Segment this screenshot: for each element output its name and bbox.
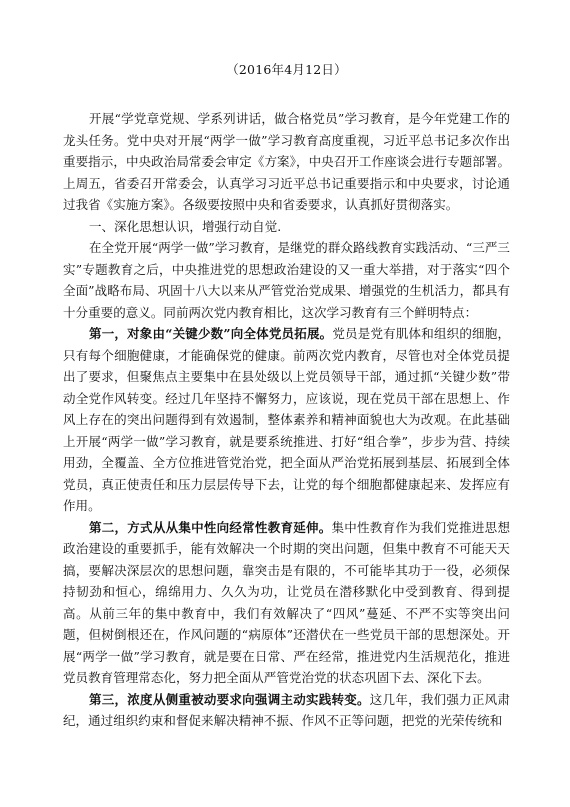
- point-2-lead: 第二，方式从从集中性向经常性教育延伸。: [89, 519, 332, 535]
- point-1-body: 党员是党有肌体和组织的细胞，只有每个细胞健康，才能确保党的健康。前两次党内教育，尽管也对全体党员提出了要求，但聚焦点主要集中在县处级以上党员领导干部，通过抓“关键少数”带动全党作风转变。经过几年坚持不懈努力，应该说，现在党员干部在思想上、作风上存在的突出问题得到有效遏制，整体素养和精神面貌也大为改观。在此基础上开展“两学一做”学习教育，就是要系统推进、打好“组合拳”，步步为营、持续用劲，全覆盖、全方位推进管党治党，把全面从严治党拓展到基层、拓展到全体党员，真正使责任和压力层层传导下去，让党的每个细胞都健康起来、发挥应有作用。: [63, 326, 510, 513]
- point-2-paragraph: [63, 517, 510, 689]
- point-1-lead: 第一，对象由“关键少数”向全体党员拓展。: [89, 326, 333, 341]
- point-3-body: 这几年，我们强力正风肃纪，通过组织约束和督促来解决精神不振、作风不正等问题，把党的光荣传统和: [63, 691, 510, 728]
- point-3-paragraph: [63, 689, 510, 732]
- point-3-lead: 第三，浓度从侧重被动要求向强调主动实践转变。: [89, 691, 370, 707]
- intro-paragraph: 开展“学党章党规、学系列讲话，做合格党员”学习教育，是今年党建工作的龙头任务。党中央对开展“两学一做”学习教育高度重视，习近平总书记多次作出重要指示，中央政治局常委会审定《方案》，中央召开工作座谈会进行专题部署。上周五，省委召开常委会，认真学习习近平总书记重要指示和中央要求，讨论通过我省《实施方案》。各级要按照中央和省委要求，认真抓好贯彻落实。: [63, 111, 510, 212]
- section1-paragraph: 在全党开展“两学一做”学习教育，是继党的群众路线教育实践活动、“三严三实”专题教育之后，中央推进党的思想政治建设的又一重大举措，对于落实“四个全面”战略布局、巩固十八大以来从严管党治党成果、增强党的生机活力，都具有十分重要的意义。同前两次党内教育相比，这次学习教育有三个鲜明特点：: [63, 240, 510, 320]
- document-date: （2016年4月12日）: [226, 62, 347, 77]
- section-heading-1: 一、深化思想认识，增强行动自觉.: [89, 218, 282, 234]
- point-2-body: 集中性教育作为我们党推进思想政治建设的重要抓手，能有效解决一个时期的突出问题，但集中教育不可能天天搞，要解决深层次的思想问题，靠突击是有限的，不可能毕其功于一役，必须保持韧劲和恒心，绵绵用力、久久为功，让党员在潜移默化中受到教育、得到提高。从前三年的集中教育中，我们有效解决了“四风”蔓延、不严不实等突出问题，但树倒根还在，作风问题的“病原体”还潜伏在一些党员干部的思想深处。开展“两学一做”学习教育，就是要在日常、严在经常，推进党内生活规范化，推进党员教育管理常态化，努力把全面从严管党治党的状态巩固下去、深化下去。: [63, 519, 510, 685]
- point-1-paragraph: [63, 323, 510, 517]
